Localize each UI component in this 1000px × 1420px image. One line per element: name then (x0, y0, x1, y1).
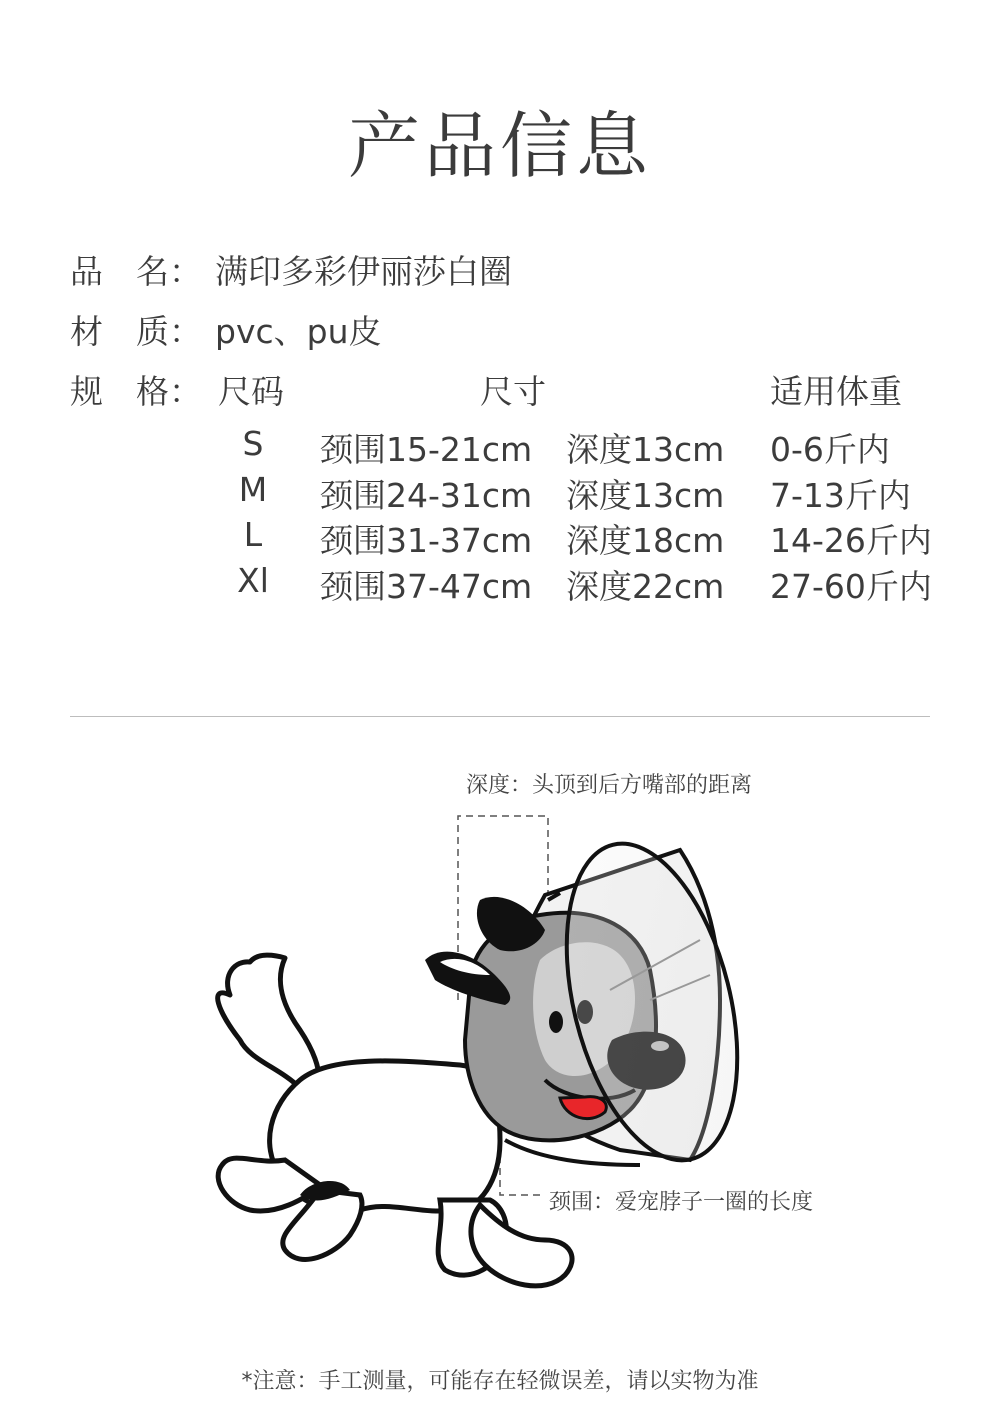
neck-cell: 颈围37-47cm (320, 567, 533, 606)
depth-cell: 深度18cm (566, 521, 725, 560)
weight-header: 适用体重 (770, 372, 902, 411)
material-value: pvc、pu皮 (215, 312, 382, 351)
product-name-value: 满印多彩伊丽莎白圈 (215, 252, 512, 291)
depth-note: 深度：头顶到后方嘴部的距离 (466, 773, 753, 798)
size-cell: Xl (237, 561, 269, 600)
neck-cell: 颈围15-21cm (320, 430, 533, 469)
neck-cell: 颈围31-37cm (320, 521, 533, 560)
size-header: 尺码 (218, 372, 284, 411)
size-cell: M (238, 470, 268, 509)
weight-cell: 14-26斤内 (770, 521, 932, 560)
disclaimer-note: *注意：手工测量，可能存在轻微误差，请以实物为准 (241, 1369, 759, 1394)
product-name-label: 品 名： (70, 252, 202, 291)
weight-cell: 0-6斤内 (770, 430, 890, 469)
material-label: 材 质： (70, 312, 202, 351)
page-title: 产品信息 (347, 104, 652, 188)
spec-label: 规 格： (70, 372, 202, 411)
depth-cell: 深度13cm (566, 430, 725, 469)
front-leg (471, 1205, 572, 1286)
tail (218, 955, 319, 1088)
neck-note: 颈围：爱宠脖子一圈的长度 (549, 1190, 814, 1215)
depth-cell: 深度22cm (566, 567, 725, 606)
dimension-header: 尺寸 (480, 372, 546, 411)
depth-cell: 深度13cm (566, 476, 725, 515)
weight-cell: 7-13斤内 (770, 476, 911, 515)
neck-cell: 颈围24-31cm (320, 476, 533, 515)
size-cell: S (242, 424, 264, 463)
weight-cell: 27-60斤内 (770, 567, 932, 606)
dog-eye (549, 1011, 563, 1033)
size-cell: L (243, 515, 263, 554)
